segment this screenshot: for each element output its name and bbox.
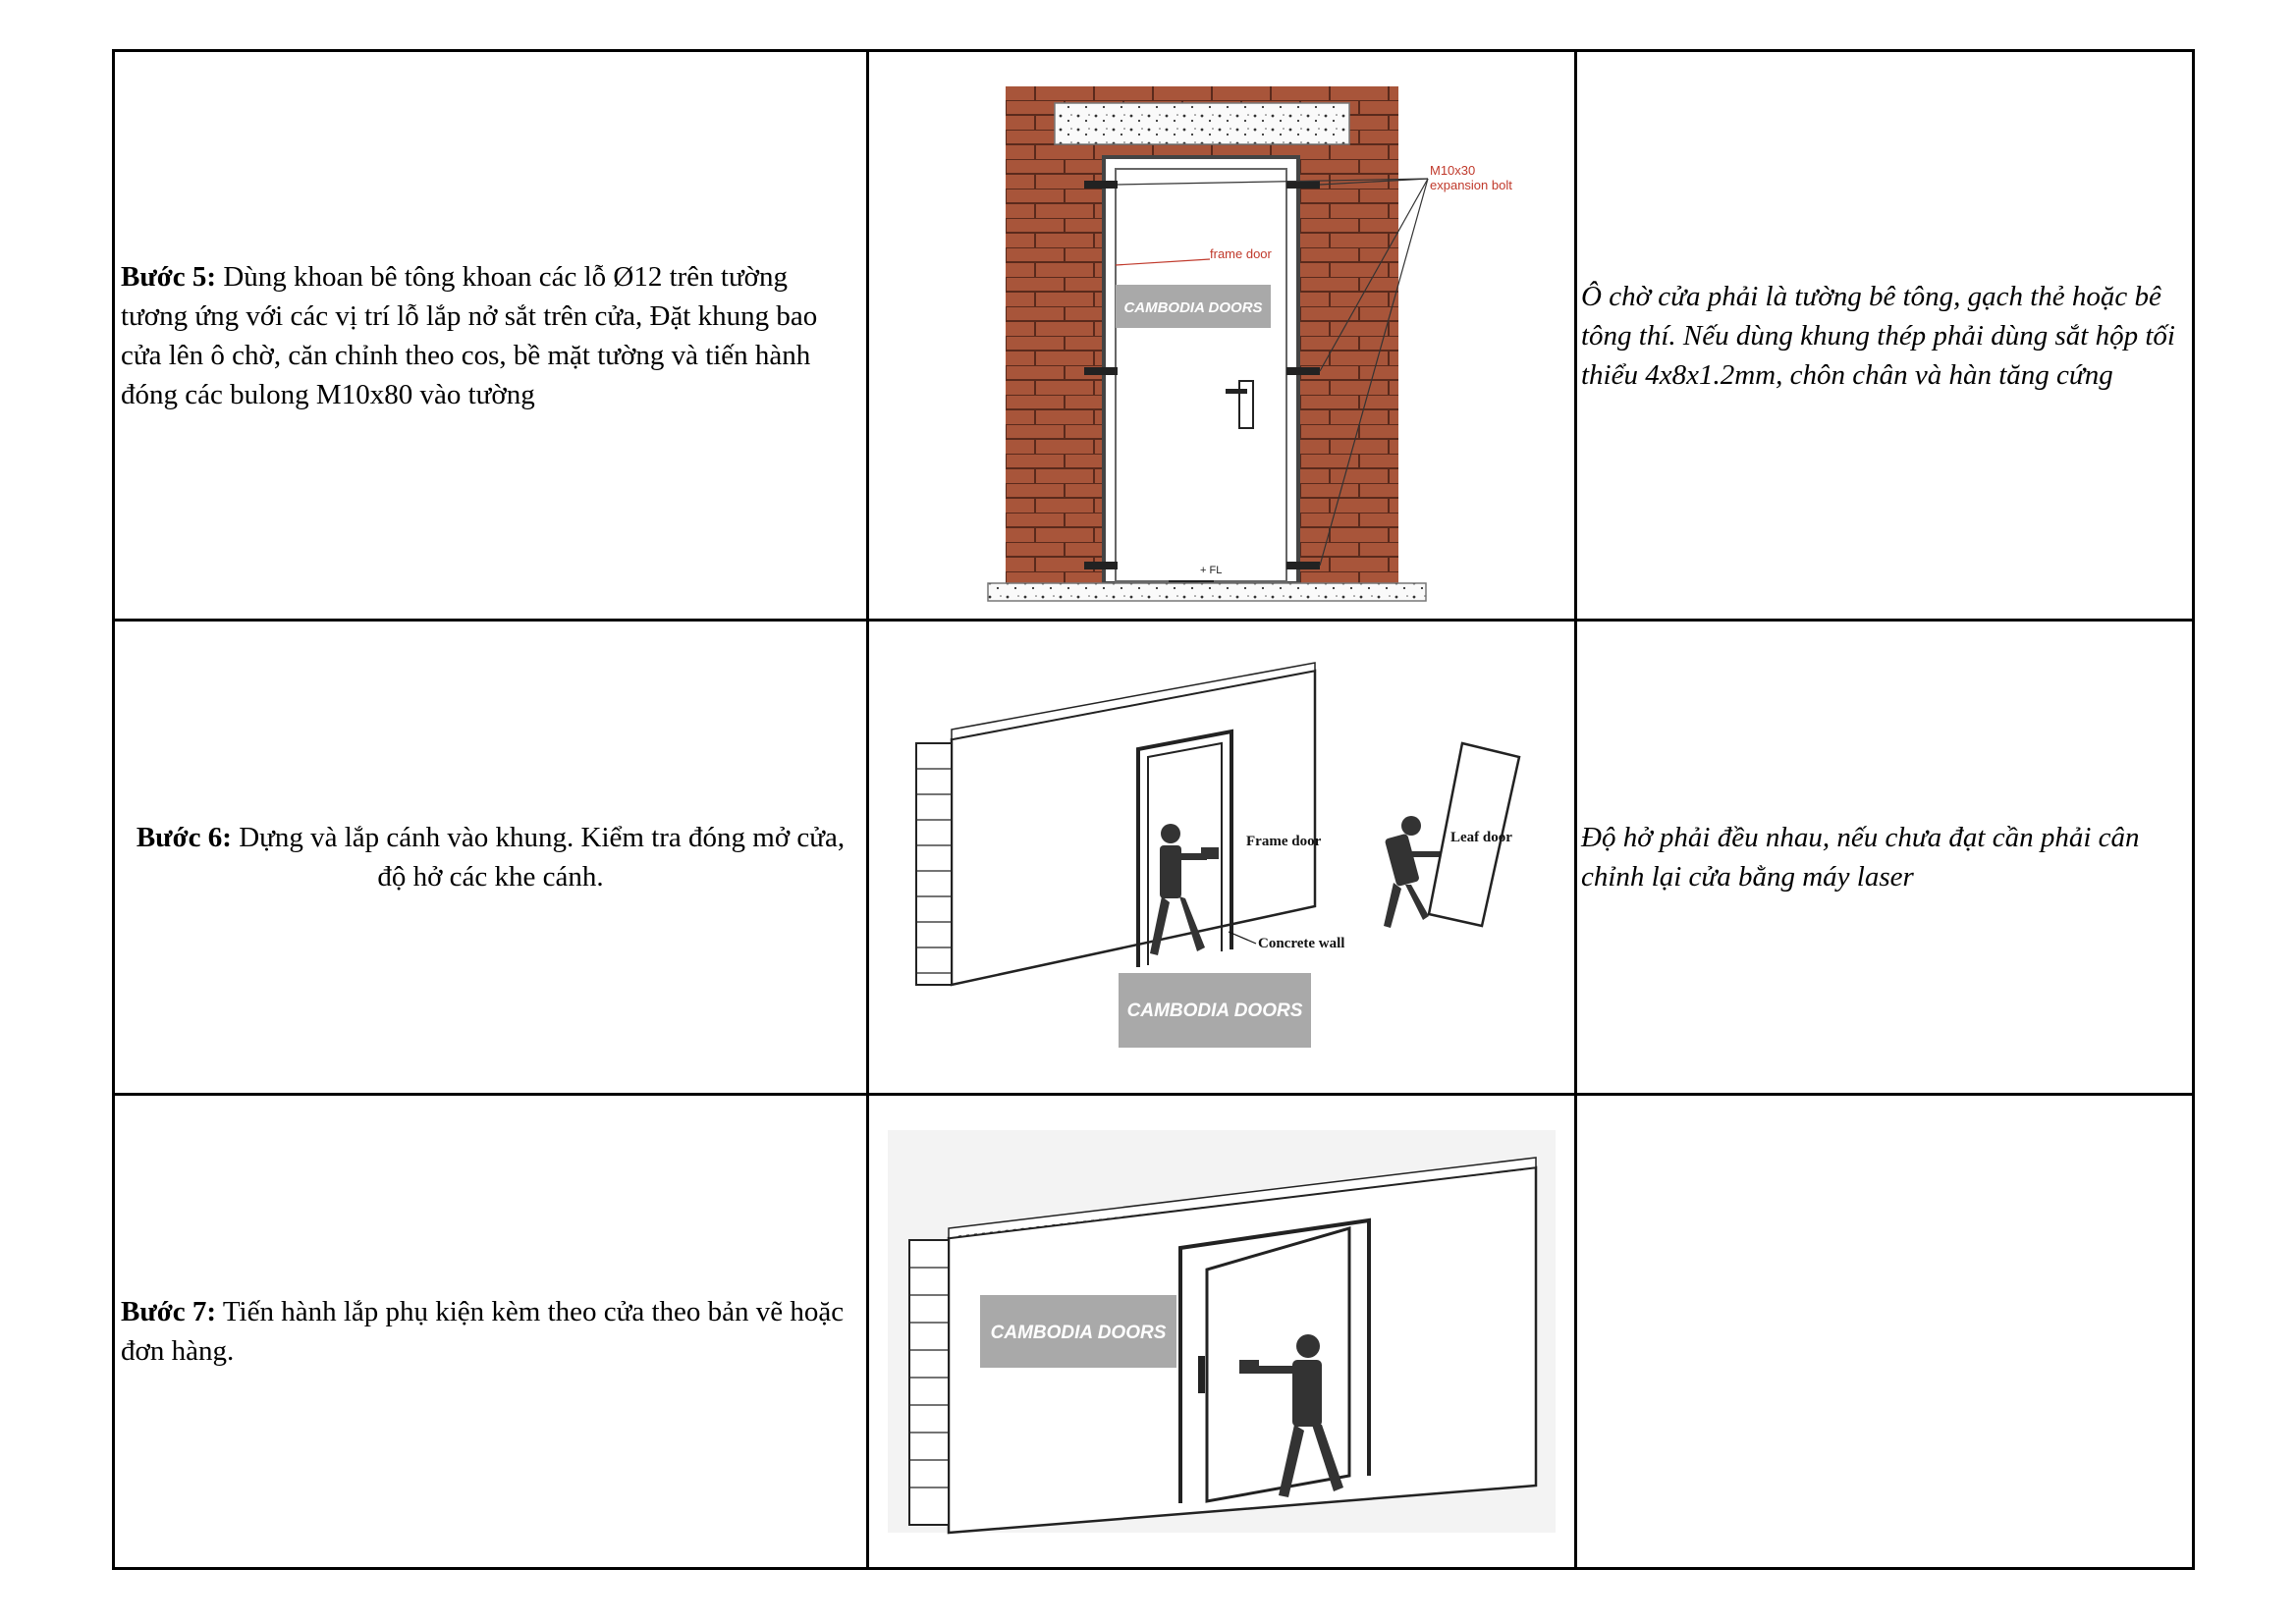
step-text: Dựng và lắp cánh vào khung. Kiểm tra đóng mở cửa, độ hở các khe cánh. [231, 822, 846, 893]
step-text: Tiến hành lắp phụ kiện kèm theo cửa theo bản vẽ hoặc đơn hàng. [121, 1296, 845, 1367]
step-note-cell [1576, 51, 2194, 621]
step-label: Bước 6: [136, 822, 232, 853]
step-note-cell [1576, 621, 2194, 1095]
accessory-installation-illustration [888, 1130, 1556, 1533]
door-leaf [1116, 169, 1286, 581]
step-illustration-cell [868, 1095, 1576, 1569]
step-row [114, 1095, 2194, 1569]
step-instruction [115, 257, 866, 414]
watermark-logo: CAMBODIA DOORS [1123, 298, 1263, 316]
step-instruction-cell [114, 1095, 868, 1569]
step-row [114, 621, 2194, 1095]
bolt-label-line2: expansion bolt [1430, 177, 1512, 192]
step-text: Dùng khoan bê tông khoan các lỗ Ø12 trên tường tương ứng với các vị trí lỗ lắp nở sắt trên cửa, Đặt khung bao cửa lên ô chờ, căn chỉnh theo cos, bề mặt tường và tiến hành đóng các bulong M10x80 vào tường [121, 260, 818, 410]
step-instruction [115, 1292, 866, 1371]
step-instruction-cell [114, 51, 868, 621]
installation-steps-table [112, 49, 2195, 1570]
door-handle [1198, 1356, 1205, 1393]
step-instruction [115, 818, 866, 896]
floor-level-label: + FL [1200, 564, 1223, 576]
door-handle [1239, 381, 1253, 428]
brick-edge [909, 1240, 949, 1525]
step-illustration-cell [868, 51, 1576, 621]
step-row [114, 51, 2194, 621]
step-instruction-cell [114, 621, 868, 1095]
leaf-door-label: Leaf door [1450, 830, 1512, 845]
watermark-logo: CAMBODIA DOORS [990, 1323, 1167, 1343]
step-note: Ô chờ cửa phải là tường bê tông, gạch thẻ hoặc bê tông thí. Nếu dùng khung thép phải dùng sắt hộp tối thiểu 4x8x1.2mm, chôn chân và hàn tăng cứng [1581, 280, 2175, 391]
frame-door-label: Frame door [1246, 834, 1322, 849]
step-note: Độ hở phải đều nhau, nếu chưa đạt cần phải cân chỉnh lại cửa bằng máy laser [1581, 822, 2140, 893]
bolt-label-line1: M10x30 [1430, 162, 1476, 178]
step-label: Bước 5: [121, 260, 217, 293]
step-label: Bước 7: [121, 1296, 217, 1327]
brick-edge [916, 743, 952, 985]
floor-slab [988, 583, 1426, 601]
frame-door-label: frame door [1210, 245, 1272, 261]
door-lever [1226, 389, 1247, 394]
concrete-lintel [1055, 103, 1349, 144]
door-frame-elevation-illustration [986, 71, 1512, 601]
watermark-logo: CAMBODIA DOORS [1126, 1001, 1303, 1021]
step-note-cell [1576, 1095, 2194, 1569]
step-illustration-cell [868, 621, 1576, 1095]
concrete-wall-label: Concrete wall [1258, 936, 1345, 951]
leaf-installation-illustration [902, 661, 1541, 1054]
